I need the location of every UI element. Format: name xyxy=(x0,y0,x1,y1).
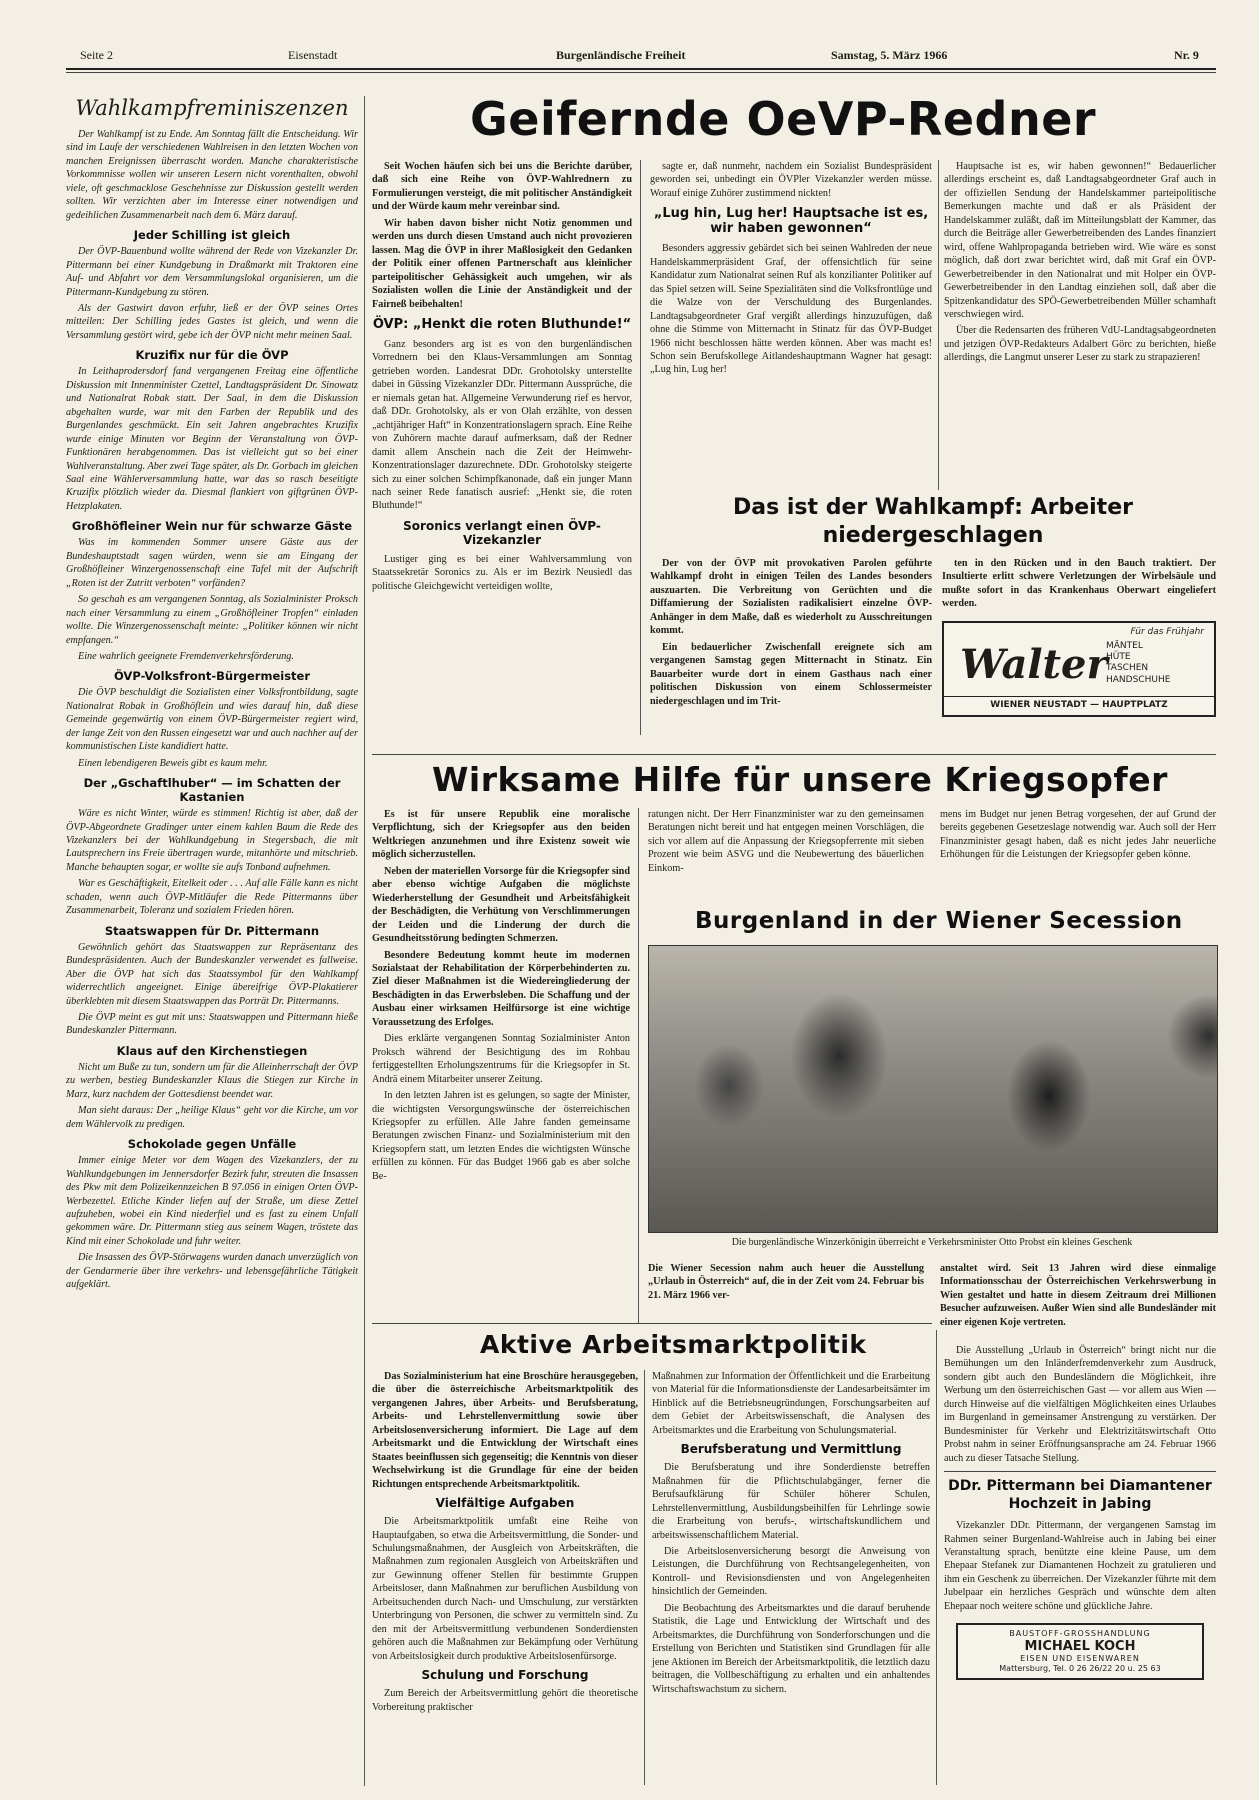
arbeitsmarkt-lead xyxy=(372,1370,638,1491)
paragraph: ratungen nicht. Der Herr Finanzminister war zu den gemeinsamen Beratungen nicht bereit und hat entgegen meinen Vorschlägen, die sich vor allem auf die Anpassung der Kriegsopferrente mit sieben Prozent wie beim ASVG und die Neubewertung des bäuerlichen Einkom- xyxy=(648,809,924,874)
geifernde-subhead-3: „Lug hin, Lug her! Hauptsache ist es, wir haben gewonnen“ xyxy=(653,206,929,237)
wahlkampf-section-body xyxy=(66,941,358,1038)
walter-ad-top: Für das Frühjahr xyxy=(1130,626,1204,637)
section-rule xyxy=(944,1471,1216,1472)
wahlkampf-section-head: Schokolade gegen Unfälle xyxy=(127,1137,297,1152)
walter-ad-item: MÄNTEL xyxy=(1106,640,1143,651)
paragraph: Als der Gastwirt davon erfuhr, ließ er der ÖVP seines Ortes mitteilen: Der Schilling jedes Gastes ist gleich, und wenn die Versammlung gestört wird, gebe ich der ÖVP nicht mehr meinen Saal. xyxy=(66,302,358,341)
paragraph: Hauptsache ist es, wir haben gewonnen!“ Bedauerlicher allerdings erscheint es, daß Landtagsabgeordneter Graf auch in der offiziellen Sendung der Handelskammer parteipolitische Bemerkungen machte und daß er als Präsident der Handelskammer zuläßt, daß im Mitteilungsblatt der Kammer, das durch die Beiträge aller Gewerbetreibenden des Landes finanziert wird, offene Wahlpropaganda betrieben wird. Wie wäre es sonst möglich, daß dort zwar berichtet wird, daß mit Graf ein ÖVP-Gewerbetreibender in den Nationalrat und mit Holper ein ÖVP-Gewerbetreibender in den Landtag einziehen soll, daß aber die Spitzenkandidatur des SPÖ-Gewerbetreibenden Müller schamhaft verschwiegen wird. xyxy=(944,161,1216,320)
koch-ad-line2: EISEN UND EISENWAREN xyxy=(1020,1654,1140,1664)
paragraph: mens im Budget nur jenen Betrag vorgesehen, der auf Grund der bereits gegebenen Gesetzeslage notwendig war. Auch soll der Herr Finanzminister gesagt haben, daß es nicht jedes Jahr neuerliche Erhöhungen für die Leistungen der Kriegsopfer geben könne. xyxy=(940,809,1216,861)
paragraph: Ganz besonders arg ist es von den burgenländischen Vorrednern bei den Klaus-Versammlungen am Sonntag getrieben worden. Landesrat DDr. Grohotolsky unterstellte dabei in Güssing Vizekanzler DDr. Pittermann Aussprüche, die er niemals getan hat. Allgemeine Verwunderung rief es hervor, daß DDr. Grohotolsky, als er von Olah erzählte, von dessen „achtjähriger Haft“ in Konzentrationslagern sprach. Eine Reihe von Zuhörern machte darauf aufmerksam, daß der Redner damit allem Anschein nach die Zeit der Heimwehr-Konzentrationslager dazurechnete. DDr. Grohotolsky steigerte sich zu einer solchen Schimpfkanonade, daß ein junger Mann nach seiner Rede fanatisch ausrief: „Henkt sie, die roten Bluthunde!“ xyxy=(372,338,632,512)
kriegsopfer-col3-body xyxy=(940,808,1216,862)
kriegsopfer-col2 xyxy=(648,808,924,878)
wahlkampf-section-body xyxy=(66,245,358,342)
geifernde-body-1 xyxy=(372,338,632,513)
secession-headline: Burgenland in der Wiener Secession xyxy=(695,908,1183,934)
walter-ad-name: Walter xyxy=(960,640,1108,688)
column-rule xyxy=(364,96,365,1786)
kriegsopfer-col2-body xyxy=(648,808,924,875)
place: Eisenstadt xyxy=(288,48,338,62)
kriegsopfer-col3 xyxy=(940,808,1216,865)
paragraph: Nicht um Buße zu tun, sondern um für die Alleinherrschaft der ÖVP zu werben, bestieg Bundeskanzler Klaus die Stiegen zur Kirche in Marz, kurz nachdem der Gottesdienst beendet war. xyxy=(66,1061,358,1100)
wahlkampf-section-body xyxy=(66,536,358,663)
paragraph: anstaltet wird. Seit 13 Jahren wird diese einmalige Informationsschau der Österreichischen Verkehrswerbung in Wien gestaltet und hatte in diesem Zeitraum drei Millionen Besucher aufzuweisen. Außer Wien sind alle Bundesländer mit einer eigenen Koje vertreten. xyxy=(940,1263,1216,1328)
paragraph: sagte er, daß nunmehr, nachdem ein Sozialist Bundespräsident geworden sei, unbedingt ein ÖVPler Vizekanzler werden müsse. Worauf einige Zuhörer zustimmend nickten! xyxy=(650,161,932,199)
wahlkampf-section-head: Jeder Schilling ist gleich xyxy=(133,228,291,243)
diamant-headline: DDr. Pittermann bei Diamantener Hochzeit in Jabing xyxy=(948,1478,1212,1512)
column-rule xyxy=(644,1370,645,1785)
geifernde-body-3 xyxy=(650,160,932,200)
masthead xyxy=(66,42,1216,68)
paragraph: Es ist für unsere Republik eine moralische Verpflichtung, sich der Kriegsopfer aus den beiden Weltkriegen anzunehmen und ihre Existenz soweit wie möglich sicherzustellen. xyxy=(372,809,630,861)
intro-paragraph: Der Wahlkampf ist zu Ende. Am Sonntag fällt die Entscheidung. Wir sind im Laufe der verschiedenen Wahlreisen in den letzten Wochen von manchen Ereignissen überrascht worden. Manche charakteristische Vorkommnisse wollen wir unseren Lesern nicht vorenthalten, obwohl viele, oft geschmacklose Geschehnisse zur Diskussion gestellt werden sollten. Wir verzichten aber im Interesse einer notwendigen und gedeihlichen Zusammenarbeit nach dem 6. März darauf. xyxy=(66,129,358,221)
paragraph: War es Geschäftigkeit, Eitelkeit oder . . . Auf alle Fälle kann es nicht schaden, wenn auch ÖVP-Mitläufer die Rede Pittermanns über Zusammenarbeit, Toleranz und sozialem Frieden hören. xyxy=(66,878,358,917)
paragraph: Die Insassen des ÖVP-Störwagens wurden danach unverzüglich von der Gendarmerie über ihre verkehrs- und lebensgefährliche Tätigkeit aufgeklärt. xyxy=(66,1252,358,1291)
walter-ad-items xyxy=(1106,641,1170,686)
paragraph: Zum Bereich der Arbeitsvermittlung gehört die theoretische Vorbereitung praktischer xyxy=(372,1688,638,1713)
paragraph: Die Arbeitslosenversicherung besorgt die Anweisung von Leistungen, die Durchführung von Rechtsangelegenheiten, von Kontroll- und Revisionsdiensten und von Angelegenheiten hinsichtlich der Gemeinden. xyxy=(652,1545,930,1598)
arbeitsmarkt-subhead-1: Vielfältige Aufgaben xyxy=(435,1496,575,1511)
wahlkampf-section-head: ÖVP-Volksfront-Bürgermeister xyxy=(113,669,311,684)
paragraph: Die Wiener Secession nahm auch heuer die Ausstellung „Urlaub in Österreich“ auf, die in der Zeit vom 24. Februar bis 21. März 1966 ver- xyxy=(648,1263,924,1301)
arbeitsmarkt-col2 xyxy=(652,1370,930,1699)
wahlkampf-sections xyxy=(66,228,358,1292)
paragraph: Immer einige Meter vor dem Wagen des Vizekanzlers, der zu Wahlkundgebungen im Jennersdorfer Bezirk fuhr, streuten die Insassen des Pkw mit dem Polizeikennzeichen B 97.056 in einigen Orten ÖVP-Werbezettel. Etliche Kinder liefen auf der Straße, um diese Zettel aufzuheben, wobei ein Kind niederfiel und es fast zu einem Unfall gekommen wäre. Dr. Pittermann stieg aus seinem Wagen, tröstete das Kind mit einer Schokolade und fuhr weiter. xyxy=(66,1155,358,1247)
secession-photo xyxy=(648,945,1218,1233)
geifernde-body-4 xyxy=(650,242,932,377)
paragraph: Die Beobachtung des Arbeitsmarktes und die darauf beruhende Statistik, die Lage und Entwicklung der Wirtschaft und des Arbeitsmarktes, die Durchführung von Sonderforschungen und die Erstellung von Berichten und Statistiken sind Grundlagen für alle jene Aktionen im Bereich der Arbeitsmarktpolitik, die letztlich dazu beitragen, die Vollbeschäftigung zu erhalten und ein anhaltendes Wirtschaftswachstum zu sichern. xyxy=(652,1602,930,1695)
photo-caption: Die burgenländische Winzerkönigin überreicht e Verkehrsminister Otto Probst ein kleines Geschenk xyxy=(731,1237,1133,1248)
wahlkampf-intro xyxy=(66,128,358,222)
koch-ad-name: MICHAEL KOCH xyxy=(1024,1639,1136,1655)
issue-number: Nr. 9 xyxy=(1174,48,1199,62)
lead-paragraph: Seit Wochen häufen sich bei uns die Berichte darüber, daß sich eine Reihe von ÖVP-Wahlrednern zu Formulierungen versteigt, die mit politischer Anständigkeit und der Würde kaum mehr vereinbar sind. xyxy=(372,161,632,213)
geifernde-col1 xyxy=(372,160,632,596)
urlaub-body xyxy=(944,1344,1216,1465)
section-rule xyxy=(372,754,1216,755)
wahlkampf-section-body xyxy=(66,1154,358,1292)
walter-ad-item: HANDSCHUHE xyxy=(1106,674,1171,685)
wahlkampf-section-head: Staatswappen für Dr. Pittermann xyxy=(104,923,320,938)
geifernde-col2 xyxy=(650,160,932,380)
arbeitsmarkt-col1 xyxy=(372,1370,638,1717)
paragraph: Die Arbeitsmarktpolitik umfaßt eine Reihe von Hauptaufgaben, so etwa die Arbeitsvermittlung, die Sonder- und Schulungsmaßnahmen, der Ausgleich von Arbeitskräften, die Maßnahmen zum regionalen Ausgleich von Arbeitskräften und zur Gewinnung offener Stellen für bestimmte Gruppen Arbeitsloser, dann Maßnahmen zur beruflichen Ausbildung von Arbeitsuchenden durch Nach- und Umschulung, zur verstärkten Unterbringung von Personen, die schwer zu vermitteln sind. Zu den mit der Arbeitsvermittlung verbundenen Sonderdiensten gehören auch die Maßnahmen zur Bekämpfung oder Verhütung von Arbeitslosigkeit durch produktive Arbeitslosenfürsorge. xyxy=(372,1516,638,1662)
paragraph: ten in den Rücken und in den Bauch traktiert. Der Insultierte erlitt schwere Verletzungen der Wirbelsäule und mußte sofort in das Krankenhaus Oberwart eingeliefert werden. xyxy=(942,558,1216,610)
diamant-body xyxy=(944,1519,1216,1613)
section-rule xyxy=(372,1323,932,1324)
column-rule xyxy=(640,160,641,735)
kriegsopfer-lead xyxy=(372,808,630,1029)
kriegsopfer-body xyxy=(372,1032,630,1183)
paragraph: Lustiger ging es bei einer Wahlversammlung von Staatssekretär Soronics zu. Als er im Bezirk Neusiedl das politische Gleichgewicht verteidigen wollte, xyxy=(372,553,632,592)
arbeitsmarkt-body-1 xyxy=(372,1515,638,1663)
paragraph: Neben der materiellen Vorsorge für die Kriegsopfer sind aber ebenso wichtige Aufgaben die möglichste Wiederherstellung der Gesundheit und Arbeitsfähigkeit der Beschädigten, die Verhütung von Verschlimmerungen der Leiden und die Linderung der durch die Gesundheitsstörung bedingten Schmerzen. xyxy=(372,865,630,945)
kriegsopfer-col1 xyxy=(372,808,630,1186)
paragraph: Der ÖVP-Bauenbund wollte während der Rede von Vizekanzler Dr. Pittermann bei einer Kundgebung in Draßmarkt mit Traktoren eine Auf- und Abfahrt vor dem Versammlungslokal organisieren, um die Pittermann-Kundgebung zu stören. xyxy=(66,246,358,298)
arbeitsmarkt-body-4 xyxy=(652,1461,930,1696)
column-rule xyxy=(936,1330,937,1785)
paragraph: Das Sozialministerium hat eine Broschüre herausgegeben, die über die österreichische Arbeitsmarktpolitik des vergangenen Jahres, über Arbeits- und Berufsberatung, Arbeits- und Lehrstellenvermittlung sowie über Arbeitslosenversicherung informiert. Die Lage auf dem Arbeitsmarkt und die Entwicklung der Wirtschaft eines Staates beeinflussen sich gegenseitig; die Kenntnis von dieser Wechselwirkung ist die Grundlage für eine der beiden Richtungen entsprechende Arbeitsmarktpolitik. xyxy=(372,1371,638,1490)
wahlkampf-section-head: Klaus auf den Kirchenstiegen xyxy=(116,1043,308,1058)
paragraph: Man sieht daraus: Der „heilige Klaus“ geht vor die Kirche, um vor dem Wählervolk zu predigen. xyxy=(66,1105,358,1130)
paragraph: Eine wahrlich geeignete Fremdenverkehrsförderung. xyxy=(78,650,294,662)
column-rule xyxy=(638,808,639,1323)
wahlkampf-title: Wahlkampfreminiszenzen xyxy=(75,96,349,120)
paragraph: Einen lebendigeren Beweis gibt es kaum mehr. xyxy=(78,757,268,769)
koch-ad-line3: Mattersburg, Tel. 0 26 26/22 20 u. 25 63 xyxy=(999,1664,1161,1674)
koch-ad xyxy=(956,1623,1204,1680)
wahlkampf-section-head: Der „Gschaftlhuber“ — im Schatten der Kastanien xyxy=(83,776,341,805)
column-rule xyxy=(938,160,939,490)
masthead-rule xyxy=(66,68,1216,70)
geifernde-col3 xyxy=(944,160,1216,368)
koch-ad-line1: BAUSTOFF-GROSSHANDLUNG xyxy=(1009,1629,1151,1639)
right-column-bottom xyxy=(944,1344,1216,1680)
wahlkampf-section-head: Kruzifix nur für die ÖVP xyxy=(135,348,289,363)
wahlkampf-section-body xyxy=(66,365,358,513)
paragraph: In Leithaprodersdorf fand vergangenen Freitag eine öffentliche Diskussion mit Innenminister Czettel, Landtagspräsident Dr. Sinowatz und Nationalrat Robak statt. Der Saal, in dem die Diskussion abgehalten wurde, war mit den Farben der Republik und des Burgenlandes geschmückt. Ein seit Jahren angebrachtes Kruzifix wurde einige Minuten vor Beginn der Veranstaltung von ÖVP-Funktionären herabgenommen. Das ist vielleicht gut so bei einer Wahlveranstaltung. Aber zwei Tage später, als Dr. Gorbach im gleichen Saal eine Wählerversammlung hatte, war das so rasch beseitigte Kruzifix plötzlich wieder da. Diesmal flankiert von giftgrünen ÖVP-Hetzplakaten. xyxy=(66,366,358,512)
geifernde-body-2 xyxy=(372,553,632,593)
arbeitsmarkt-body-3 xyxy=(652,1370,930,1437)
arbeiter-col1 xyxy=(650,557,932,717)
geifernde-headline: Geifernde OeVP-Redner xyxy=(470,92,1097,146)
geifernde-body-5 xyxy=(944,160,1216,365)
geifernde-subhead-2: Soronics verlangt einen ÖVP-Vizekanzler xyxy=(403,518,601,547)
wahlkampf-section-body xyxy=(66,686,358,770)
walter-ad xyxy=(942,621,1216,717)
geifernde-subhead-1: ÖVP: „Henkt die roten Bluthunde!“ xyxy=(372,316,632,332)
arbeiter-col2-wrap xyxy=(942,557,1216,717)
paragraph: Die ÖVP meint es gut mit uns: Staatswappen und Pittermann hieße Bundeskanzler Pittermann. xyxy=(66,1012,358,1037)
geifernde-lead xyxy=(372,160,632,311)
lead-paragraph-2: Wir haben davon bisher nicht Notiz genommen und werden uns durch diesen Umstand auch nicht provozieren lassen. Mag die ÖVP in ihrer Maßlosigkeit den Gedanken der Politik einer offenen Partnerschaft aus kleinlicher parteipolitischer Gehässigkeit auch umgehen, wir als Sozialisten wollen die Linie der Anständigkeit und der Fairneß beibehalten! xyxy=(372,217,632,310)
arbeiter-headline: Das ist der Wahlkampf: Arbeiter niedergeschlagen xyxy=(733,495,1133,548)
arbeitsmarkt-headline: Aktive Arbeitsmarktpolitik xyxy=(480,1330,867,1359)
page-number: Seite 2 xyxy=(80,48,113,62)
paragraph: Was im kommenden Sommer unsere Gäste aus der Bundeshauptstadt sagen würden, wenn sie am Eingang der Großhöfleiner Winzergenossenschaft eine Tafel mit der Aufschrift „Roten ist der Zutritt verboten“ vorfänden? xyxy=(66,537,358,589)
paragraph: Ein bedauerlicher Zwischenfall ereignete sich am vergangenen Samstag gegen Mitternacht in Stinatz. Ein Bauarbeiter wurde dort in einem Gasthaus nach einer politischen Diskussion von einem Schlossermeister niedergeschlagen und im Trit- xyxy=(650,641,932,707)
paragraph: Über die Redensarten des früheren VdU-Landtagsabgeordneten und jetzigen ÖVP-Redakteurs Adalbert Görc zu berichten, hieße allerdings, die Langmut unserer Leser zu stark zu strapazieren! xyxy=(944,325,1216,364)
paper-name: Burgenländische Freiheit xyxy=(556,48,686,62)
paragraph: Die Ausstellung „Urlaub in Österreich“ bringt nicht nur die Bemühungen um den Inländerfremdenverkehr zum Ausdruck, sondern gibt auch den Bundesländern die Möglichkeit, ihre Werbung um den österreichischen Gast — vor allem aus Wien — durch Hinweise auf die vielfältigen Möglichkeiten eines Urlaubes im Burgenland in gemeinsamer Anstrengung zu verstärken. Der Bundesminister für Verkehr und Elektrizitätswirtschaft Otto Probst nahm in seiner Eröffnungsansprache am 24. Februar 1966 auch zu dieser Tatsache Stellung. xyxy=(944,1345,1216,1464)
wahlkampf-column xyxy=(66,96,358,1295)
arbeitsmarkt-subhead-3: Berufsberatung und Vermittlung xyxy=(680,1442,902,1457)
paragraph: Die Berufsberatung und ihre Sonderdienste betreffen Maßnahmen für die Pflichtschulabgänger, ferner die Berufsaufklärung für Schüler höherer Schulen, Lehrstellenvermittlung, Ausbildungsbeihilfen für Lehrlinge sowie die Erarbeitung von berufs-, wirtschaftskundlichem und arbeitswissenschaftlichem Material. xyxy=(652,1462,930,1541)
paragraph: So geschah es am vergangenen Sonntag, als Sozialminister Proksch nach einer Versammlung zu einem „Großhöfleiner Tropfen“ einladen wollte. Die Winzergenossenschaft meinte: „Politiker können wir nicht empfangen.“ xyxy=(66,594,358,646)
masthead-rule-thin xyxy=(66,72,1216,73)
walter-ad-footer: WIENER NEUSTADT — HAUPTPLATZ xyxy=(944,696,1214,711)
walter-ad-item: TASCHEN xyxy=(1106,663,1149,674)
arbeiter-article xyxy=(650,494,1216,717)
kriegsopfer-headline: Wirksame Hilfe für unsere Kriegsopfer xyxy=(432,760,1168,799)
paragraph: Vizekanzler DDr. Pittermann, der vergangenen Samstag im Rahmen seiner Burgenland-Wahlreise auch in Jabing bei einer Veranstaltung sprach, benützte eine kleine Pause, um dem Ehepaar Stefanek zur Diamantenen Hochzeit zu gratulieren und ihm ein Geschenk zu überreichen. Der Vizekanzler führte mit dem Jubelpaar ein herzliches Gespräch und wünschte dem alten Ehepaar noch weitere schöne und glückliche Jahre. xyxy=(944,1520,1216,1612)
paragraph: In den letzten Jahren ist es gelungen, so sagte der Minister, die wichtigsten Versorgungswünsche der österreichischen Kriegsopfer zu erfüllen. Alle Jahre fanden gemeinsame Beratungen zwischen Finanz- und Sozialministerium mit den Kriegsopfern statt, um letzten Endes die wichtigsten Wünsche erfüllen zu können. Für das Budget 1966 gab es aber solche Be- xyxy=(372,1090,630,1182)
paragraph: Der von der ÖVP mit provokativen Parolen geführte Wahlkampf droht in einigen Teilen des Landes besonders auszuarten. Die Verbreitung von Gerüchten und die Diffamierung der Sozialisten radikalisiert einzelne ÖVP-Anhänger in dem Maße, daß es wiederholt zu Ausschreitungen kommt. xyxy=(650,558,932,637)
wahlkampf-section-body xyxy=(66,807,358,918)
arbeiter-columns xyxy=(650,557,1216,717)
secession-col1 xyxy=(648,1262,924,1305)
issue-date: Samstag, 5. März 1966 xyxy=(831,48,948,62)
paragraph: Besonders aggressiv gebärdet sich bei seinen Wahlreden der neue Handelskammerpräsident Graf, der offensichtlich für seine Kandidatur zum Nationalrat seinen Ruf als konzilianter Politiker auf das Spiel setzen will. Seine Spezialitäten sind die Volksfrontlüge und die Walze von der Verschuldung des Burgenlandes. Landtagsabgeordneter Graf vergißt allerdings hinzuzufügen, daß ohne die Stimme von Mitternacht in Stinatz für das ÖVP-Budget 1966 nicht beschlossen hätte werden können. Aber was macht es! Schon sein Berufskollege Aitlandeshauptmann Wagner hat gesagt: „Lug hin, Lug her! xyxy=(650,243,932,376)
wahlkampf-section-body xyxy=(66,1061,358,1131)
arbeitsmarkt-body-2 xyxy=(372,1687,638,1714)
walter-ad-item: HÜTE xyxy=(1106,652,1131,663)
paragraph: Die ÖVP beschuldigt die Sozialisten einer Volksfrontbildung, sagte Nationalrat Robak in Großhöflein und wies darauf hin, daß diese Gemeinde gegenwärtig von einem ÖVP-Bürgermeister regiert wird, der lange Zeit von den Russen eingesetzt war und auch nachher auf der kommunistischen Liste kandidiert hatte. xyxy=(66,687,358,753)
secession-col2 xyxy=(940,1262,1216,1332)
paragraph: Dies erklärte vergangenen Sonntag Sozialminister Anton Proksch während der Besichtigung des im Rohbau fertiggestellten Erholungszentrums für die Kriegsopfer in St. Andrä einem Mitarbeiter unserer Zeitung. xyxy=(372,1033,630,1085)
paragraph: Wäre es nicht Winter, würde es stimmen! Richtig ist aber, daß der ÖVP-Abgeordnete Gradinger unter einem kahlen Baum die Rede des Vizekanzlers bei der Wahlkundgebung in Stegersbach, die mit Lautsprechern ins Freie übertragen wurde, mitanhörte und mitschrieb. Manche behaupten sogar, er wollte sie aufs Tonband aufnehmen. xyxy=(66,808,358,873)
wahlkampf-section-head: Großhöfleiner Wein nur für schwarze Gäste xyxy=(71,519,353,534)
arbeitsmarkt-subhead-2: Schulung und Forschung xyxy=(421,1668,589,1683)
paragraph: Besondere Bedeutung kommt heute im modernen Sozialstaat der Rehabilitation der Körperbehinderten zu. Ziel dieser Maßnahmen ist die Wiedereingliederung der Beschädigten in das Erwerbsleben. Die Schaffung und der Ausbau einer wirksamen Heilfürsorge ist eine wichtige Voraussetzung des Erfolges. xyxy=(372,949,630,1028)
paragraph: Gewöhnlich gehört das Staatswappen zur Repräsentanz des Bundespräsidenten. Auch der Bundeskanzler verwendet es fallweise. Aber die ÖVP hat sich das Staatssymbol für den Wahlkampf widerrechtlich angeeignet. Einige übereifrige ÖVP-Plakatierer überklebten mit diesem Staatswappen das Porträt Dr. Pittermanns. xyxy=(66,941,358,1007)
arbeiter-col2 xyxy=(942,557,1216,611)
paragraph: Maßnahmen zur Information der Öffentlichkeit und die Erarbeitung von Material für die Informationsdienste der Landesarbeitsämter im Hinblick auf die Betriebsneugründungen, Forschungsarbeiten auf dem Gebiet der Arbeitswissenschaft, die Analysen des Arbeitsmarktes und die Erarbeitung von Schulungsmaterial. xyxy=(652,1371,930,1436)
